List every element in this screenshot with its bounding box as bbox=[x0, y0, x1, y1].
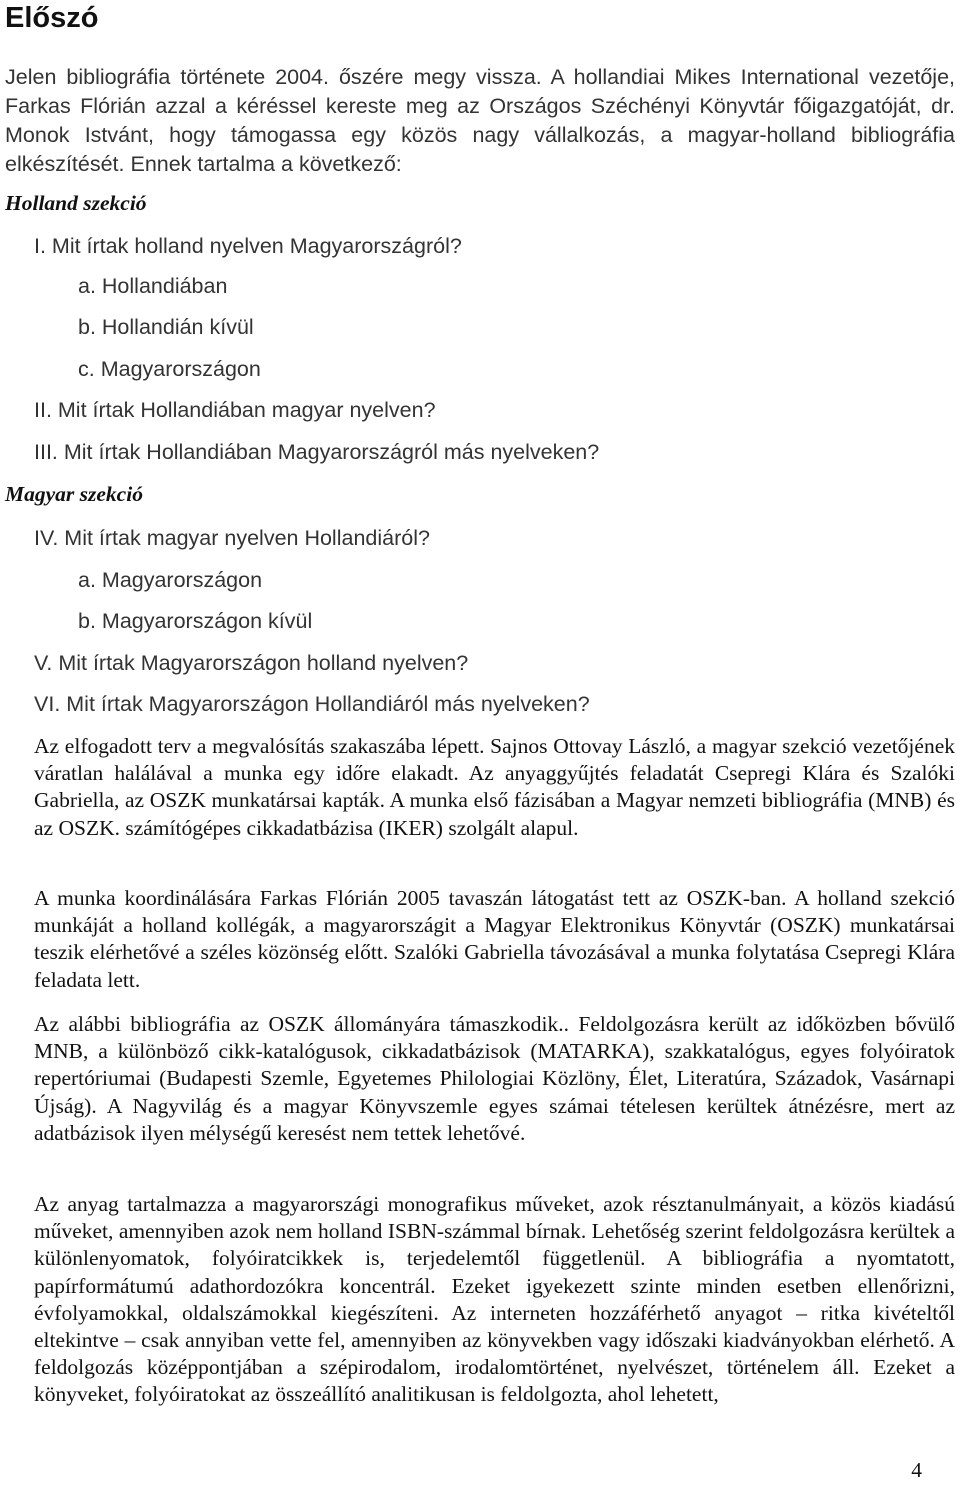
toc-subitem: a. Hollandiában bbox=[78, 274, 228, 298]
toc-item: VI. Mit írtak Magyarországon Hollandiáról más nyelveken? bbox=[34, 692, 590, 716]
toc-item: II. Mit írtak Hollandiában magyar nyelven? bbox=[34, 398, 436, 422]
toc-item: IV. Mit írtak magyar nyelven Hollandiáról? bbox=[34, 526, 430, 550]
toc-item: V. Mit írtak Magyarországon holland nyelven? bbox=[34, 651, 469, 675]
section-heading-holland: Holland szekció bbox=[5, 191, 147, 215]
toc-subitem: c. Magyarországon bbox=[78, 357, 261, 381]
body-paragraph: Az alábbi bibliográfia az OSZK állományára támaszkodik.. Feldolgozásra került az időközben bővülő MNB, a különböző cikk-katalógusok, cikkadatbázisok (MATARKA), szakkatalógus, egyes folyóiratok repertóriumai (Budapesti Szemle, Egyetemes Philologiai Közlöny, Élet, Literatúra, Századok, Vasárnapi Újság). A Nagyvilág és a magyar Könyvszemle egyes számai tételesen kerültek átnézésre, mert az adatbázisok ilyen mélységű keresést nem tettek lehetővé. bbox=[34, 1012, 955, 1145]
toc-subitem: b. Magyarországon kívül bbox=[78, 609, 313, 633]
intro-paragraph: Jelen bibliográfia története 2004. őszére megy vissza. A hollandiai Mikes International vezetője, Farkas Flórián azzal a kéréssel kereste meg az Országos Széchényi Könyvtár főigazgatóját, dr. Monok Istvánt, hogy támogassa egy közös nagy vállalkozás, a magyar-holland bibliográfia elkészítését. Ennek tartalma a következő: bbox=[5, 65, 955, 176]
toc-item: III. Mit írtak Hollandiában Magyarországról más nyelveken? bbox=[34, 440, 600, 464]
section-heading-magyar: Magyar szekció bbox=[5, 482, 143, 506]
toc-subitem: b. Hollandián kívül bbox=[78, 315, 254, 339]
body-paragraph: Az anyag tartalmazza a magyarországi monografikus műveket, azok résztanulmányait, a közös kiadású műveket, amennyiben azok nem holland ISBN-számmal bírnak. Lehetőség szerint feldolgozásra kerültek a különlenyomatok, folyóiratcikkek is, terjedelemtől függetlenül. A bibliográfia a nyomtatott, papírformátumú adathordozókra koncentrál. Ezeket igyekezett szinte minden esetben ellenőrizni, évfolyamokkal, oldalszámokkal kiegészíteni. Az interneten hozzáférhető anyagot – ritka kivételtől eltekintve – csak annyiban vette fel, amennyiben az könyvekben vagy időszaki kiadványokban elérhető. A feldolgozás középpontjában a szépirodalom, irodalomtörténet, nyelvészet, történelem áll. Ezeket a könyveket, folyóiratokat az összeállító analitikusan is feldolgozta, ahol lehetett, bbox=[34, 1192, 955, 1407]
toc-subitem: a. Magyarországon bbox=[78, 568, 263, 592]
page-number: 4 bbox=[911, 1458, 922, 1482]
page-title: Előszó bbox=[5, 2, 99, 34]
body-paragraph: Az elfogadott terv a megvalósítás szakaszába lépett. Sajnos Ottovay László, a magyar szekció vezetőjének váratlan halálával a munka egy időre elakadt. Az anyaggyűjtés feladatát Csepregi Klára és Szalóki Gabriella, az OSZK munkatársai kapták. A munka első fázisában a Magyar nemzeti bibliográfia (MNB) és az OSZK. számítógépes cikkadatbázisa (IKER) szolgált alapul. bbox=[34, 734, 955, 840]
toc-item: I. Mit írtak holland nyelven Magyarországról? bbox=[34, 234, 462, 258]
body-paragraph: A munka koordinálására Farkas Flórián 2005 tavaszán látogatást tett az OSZK-ban. A holland szekció munkáját a holland kollégák, a magyarországit a Magyar Elektronikus Könyvtár (OSZK) munkatársai teszik elérhetővé a széles közönség előtt. Szalóki Gabriella távozásával a munka folytatása Csepregi Klára feladata lett. bbox=[34, 886, 955, 992]
